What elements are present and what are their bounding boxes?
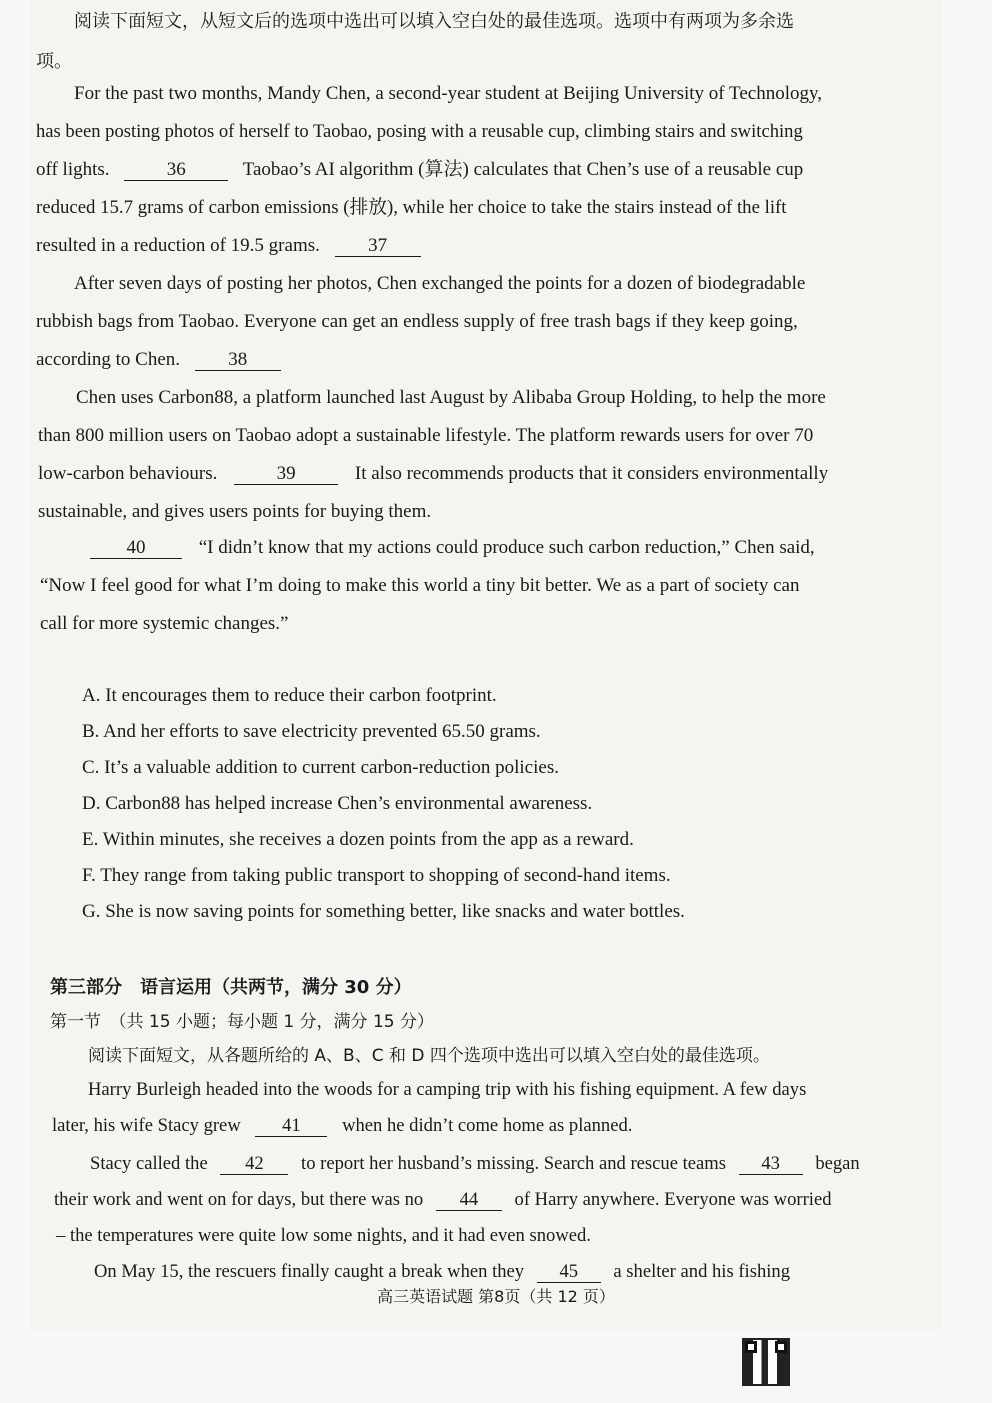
para1-line3 bbox=[36, 158, 803, 182]
option-b[interactable]: B. And her efforts to save electricity prevented 65.50 grams. bbox=[82, 721, 541, 742]
blank-41[interactable]: 41 bbox=[255, 1116, 327, 1137]
para1-line5 bbox=[36, 234, 421, 258]
para2-line2: rubbish bags from Taobao. Everyone can get an endless supply of free trash bags if they keep going, bbox=[36, 311, 798, 332]
blank-45[interactable]: 45 bbox=[537, 1262, 601, 1283]
part3-line3-text-c: began bbox=[815, 1153, 860, 1174]
option-e[interactable]: E. Within minutes, she receives a dozen points from the app as a reward. bbox=[82, 829, 634, 850]
part3-line4-text-b: of Harry anywhere. Everyone was worried bbox=[514, 1189, 832, 1210]
blank-38[interactable]: 38 bbox=[195, 350, 281, 371]
para4-line3: call for more systemic changes.” bbox=[40, 613, 289, 634]
part3-line4 bbox=[54, 1188, 832, 1212]
option-a[interactable]: A. It encourages them to reduce their carbon footprint. bbox=[82, 685, 497, 706]
para2-line3 bbox=[36, 348, 281, 372]
part3-line3-text-a: Stacy called the bbox=[90, 1153, 208, 1174]
part3-line3 bbox=[90, 1152, 860, 1176]
instruction-line-2: 项。 bbox=[36, 51, 72, 72]
para1-line2: has been posting photos of herself to Taobao, posing with a reusable cup, climbing stairs and switching bbox=[36, 121, 803, 142]
option-c[interactable]: C. It’s a valuable addition to current carbon-reduction policies. bbox=[82, 757, 559, 778]
part3-line2 bbox=[52, 1114, 632, 1138]
option-d[interactable]: D. Carbon88 has helped increase Chen’s environmental awareness. bbox=[82, 793, 593, 814]
instruction-line-1: 阅读下面短文，从短文后的选项中选出可以填入空白处的最佳选项。选项中有两项为多余选 bbox=[74, 11, 794, 32]
para4-line1-text: “I didn’t know that my actions could produce such carbon reduction,” Chen said, bbox=[198, 537, 815, 558]
para2-line1: After seven days of posting her photos, Chen exchanged the points for a dozen of biodegradable bbox=[74, 273, 806, 294]
para3-line1: Chen uses Carbon88, a platform launched last August by Alibaba Group Holding, to help the more bbox=[76, 387, 826, 408]
para2-line3-text: according to Chen. bbox=[36, 349, 181, 370]
para1-line3-text-a: off lights. bbox=[36, 159, 110, 180]
part3-instruction: 阅读下面短文，从各题所给的 A、B、C 和 D 四个选项中选出可以填入空白处的最佳选项。 bbox=[88, 1046, 770, 1066]
part3-section1: 第一节 （共 15 小题；每小题 1 分，满分 15 分） bbox=[50, 1012, 435, 1032]
part3-line5: – the temperatures were quite low some nights, and it had even snowed. bbox=[56, 1225, 591, 1246]
part3-heading: 第三部分 语言运用（共两节，满分 30 分） bbox=[50, 977, 412, 998]
para1-line1: For the past two months, Mandy Chen, a second-year student at Beijing University of Technology, bbox=[74, 83, 822, 104]
part3-line1: Harry Burleigh headed into the woods for a camping trip with his fishing equipment. A few days bbox=[88, 1079, 807, 1100]
blank-39[interactable]: 39 bbox=[234, 464, 338, 485]
para3-line3-text-b: It also recommends products that it considers environmentally bbox=[354, 463, 829, 484]
part3-line2-text-b: when he didn’t come home as planned. bbox=[342, 1115, 633, 1136]
para1-line4: reduced 15.7 grams of carbon emissions (排放), while her choice to take the stairs instead of the lift bbox=[36, 197, 787, 218]
option-f[interactable]: F. They range from taking public transport to shopping of second-hand items. bbox=[82, 865, 671, 886]
part3-line6 bbox=[94, 1260, 790, 1284]
para1-line3-text-b: Taobao’s AI algorithm (算法) calculates that Chen’s use of a reusable cup bbox=[242, 159, 804, 180]
option-g[interactable]: G. She is now saving points for something better, like snacks and water bottles. bbox=[82, 901, 685, 922]
page-footer: 高三英语试题 第8页（共 12 页） bbox=[377, 1287, 615, 1306]
blank-43[interactable]: 43 bbox=[739, 1154, 803, 1175]
part3-line6-text-a: On May 15, the rescuers finally caught a break when they bbox=[94, 1261, 525, 1282]
part3-line6-text-b: a shelter and his fishing bbox=[613, 1261, 791, 1282]
blank-44[interactable]: 44 bbox=[436, 1190, 502, 1211]
para3-line3-text-a: low-carbon behaviours. bbox=[38, 463, 218, 484]
para1-line5-text: resulted in a reduction of 19.5 grams. bbox=[36, 235, 320, 256]
qr-code-icon bbox=[742, 1338, 790, 1386]
blank-36[interactable]: 36 bbox=[124, 160, 228, 181]
part3-line3-text-b: to report her husband’s missing. Search and rescue teams bbox=[301, 1153, 726, 1174]
part3-line2-text-a: later, his wife Stacy grew bbox=[52, 1115, 241, 1136]
para3-line3 bbox=[38, 462, 828, 486]
part3-line4-text-a: their work and went on for days, but there was no bbox=[54, 1189, 424, 1210]
para4-line2: “Now I feel good for what I’m doing to make this world a tiny bit better. We as a part of society can bbox=[40, 575, 800, 596]
para4-line1 bbox=[90, 536, 815, 560]
blank-42[interactable]: 42 bbox=[220, 1154, 288, 1175]
para3-line2: than 800 million users on Taobao adopt a sustainable lifestyle. The platform rewards users for over 70 bbox=[38, 425, 814, 446]
blank-40[interactable]: 40 bbox=[90, 538, 182, 559]
blank-37[interactable]: 37 bbox=[335, 236, 421, 257]
para3-line4: sustainable, and gives users points for buying them. bbox=[38, 501, 432, 522]
